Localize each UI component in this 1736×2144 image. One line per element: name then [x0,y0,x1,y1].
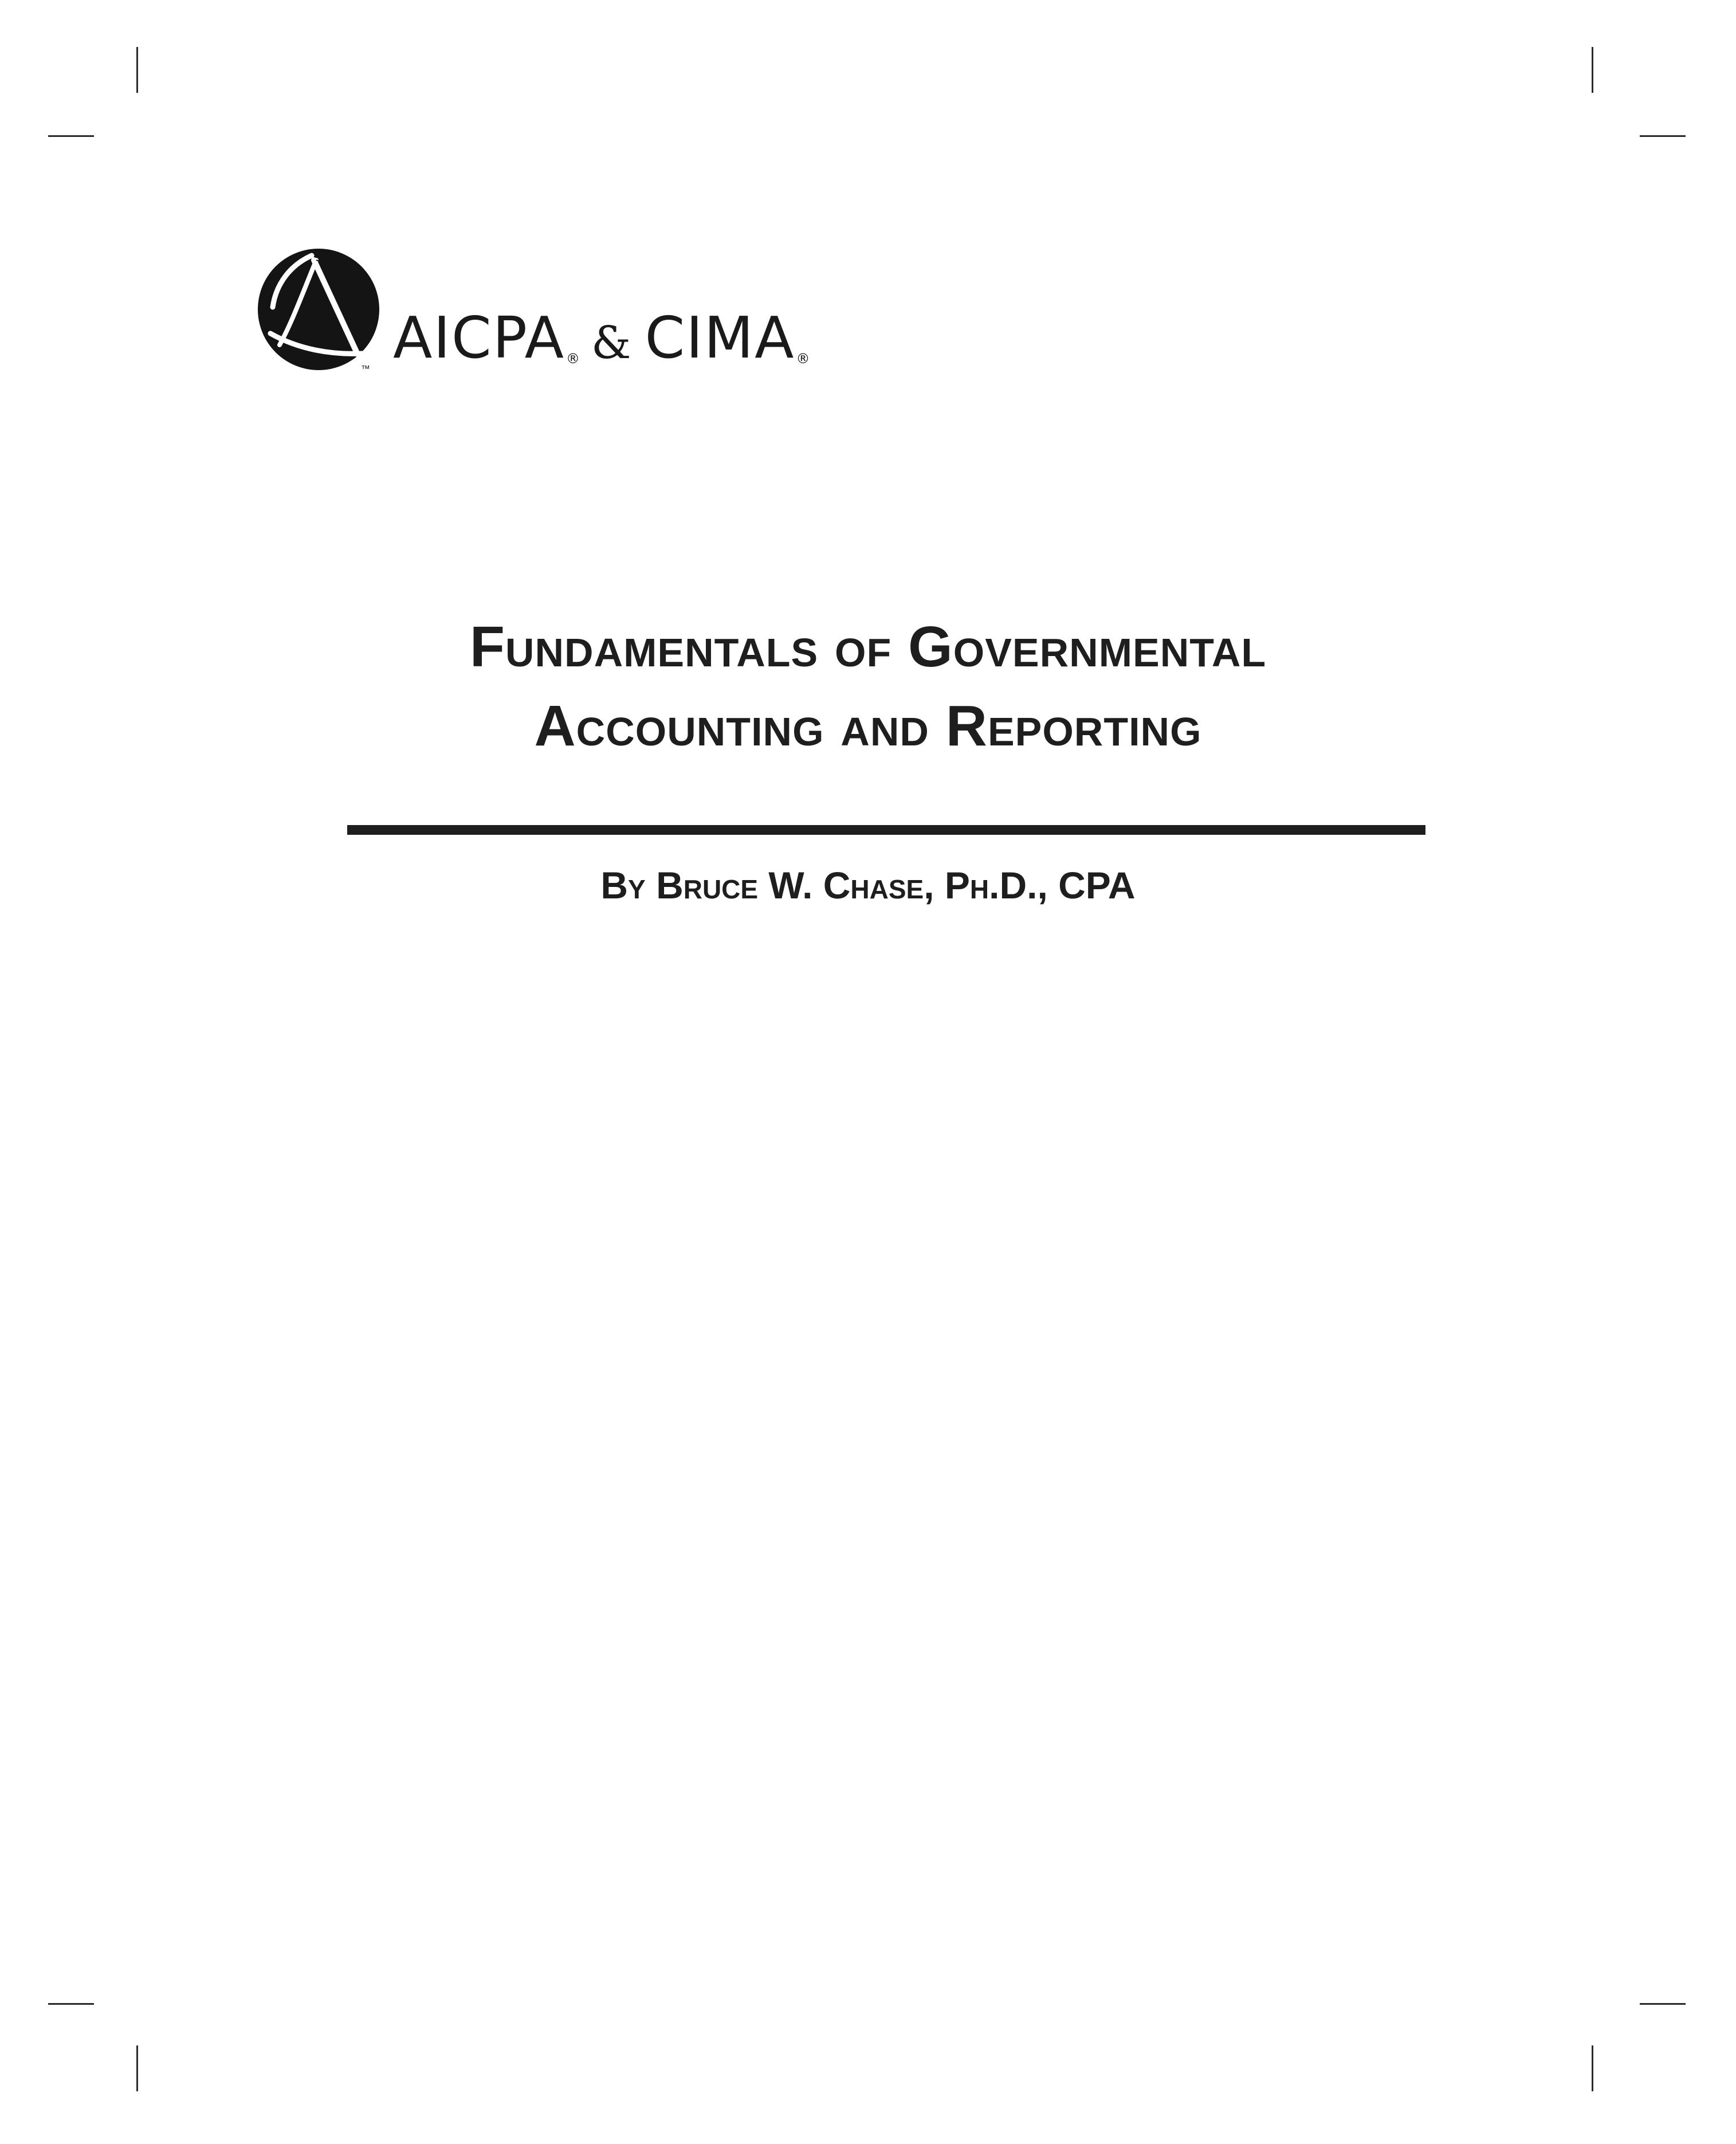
aicpa-cima-globe-icon [257,248,380,374]
wordmark-cima: CIMA [645,304,795,371]
crop-mark-top-left-horizontal [48,135,94,137]
trademark-symbol: ™ [361,364,370,374]
registered-mark-aicpa: ® [566,351,580,367]
author-byline: By Bruce W. Chase, Ph.D., CPA [600,864,1136,906]
registered-mark-cima: ® [796,351,810,367]
crop-mark-bottom-right-horizontal [1640,2003,1686,2005]
crop-mark-bottom-left-vertical [136,2045,138,2091]
crop-mark-top-left-vertical [136,47,138,93]
publisher-logo [257,248,810,374]
book-title-line-2: Accounting and Reporting [534,694,1202,758]
crop-mark-bottom-right-vertical [1592,2045,1593,2091]
publisher-wordmark [393,304,810,371]
book-title-line-1: Fundamentals of Governmental [469,615,1267,679]
crop-mark-top-right-vertical [1592,47,1593,93]
wordmark-ampersand: & [591,317,633,369]
crop-mark-bottom-left-horizontal [48,2003,94,2005]
crop-mark-top-right-horizontal [1640,135,1686,137]
wordmark-aicpa: AICPA [393,304,565,371]
title-divider-rule [347,825,1425,835]
book-title [0,607,1736,765]
